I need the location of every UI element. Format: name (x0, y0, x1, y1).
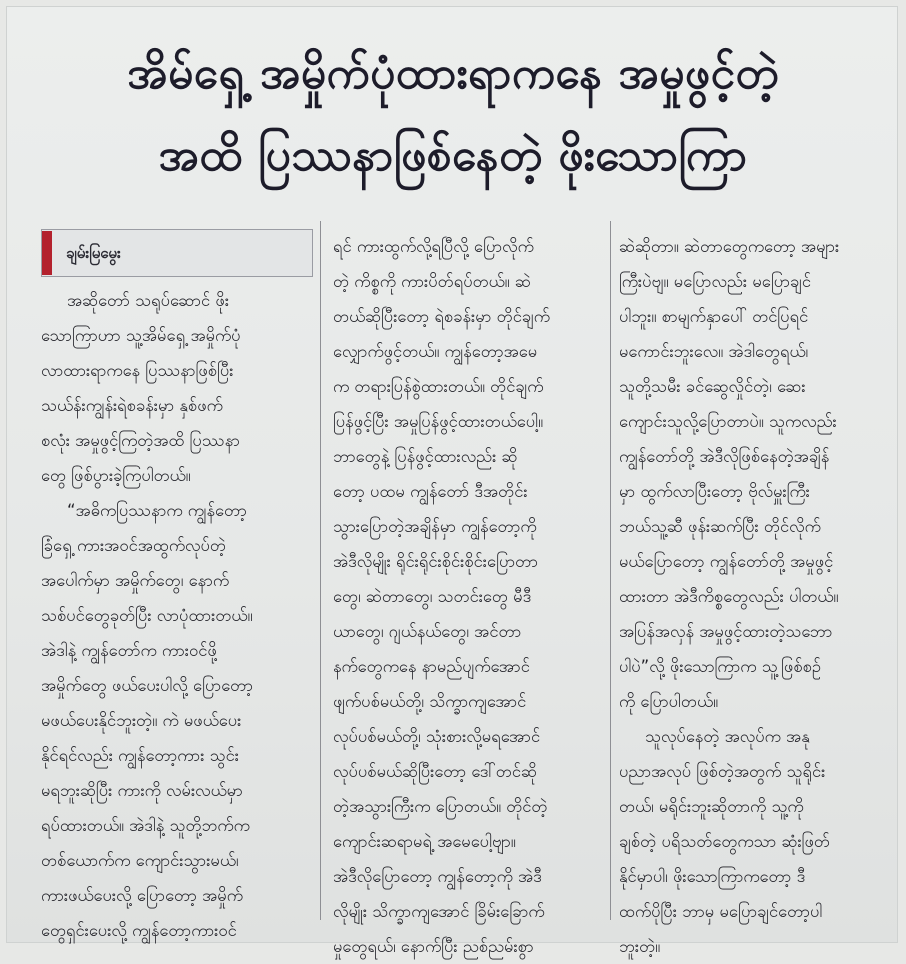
article-text-line: ရပ်ထားတယ်။ အဲဒါနဲ့ သူတို့ဘက်က (41, 816, 250, 835)
article-text-line: ဘယ်သူ့ဆီ ဖုန်းဆက်ပြီး တိုင်လိုက် (619, 517, 821, 536)
article-text-line: အဲဒီလိုမျိုး ရိုင်းရိုင်းစိုင်းစိုင်းပြောတာ (333, 552, 539, 571)
headline (33, 33, 873, 203)
article-text-line: တော့ ပထမ ကျွန်တော် ဒီအတိုင်း (333, 482, 528, 501)
article-text-line: လုပ်ပစ်မယ်ဆိုပြီးတော့ ဒေါ်တင်ဆို (333, 762, 537, 781)
article-text-line: အဲဒီလိုပြောတော့ ကျွန်တော့ကို အဲဒီ (333, 867, 542, 886)
article-text-line: သောကြာဟာ သူ့အိမ်ရှေ့ အမှိုက်ပုံ (41, 326, 241, 345)
article-text-line: တယ်ဆိုပြီးတော့ ရဲစခန်းမှာ တိုင်ချက် (333, 307, 550, 326)
article-text-line: ကျောင်းဆရာမရဲ့ အမေပေါ့ဗျာ။ (333, 832, 516, 851)
article-text-line: ကြီးပဲဗျ။ မပြောလည်း မပြောချင် (619, 272, 812, 291)
article-text-line: ပါဘူး။ စာမျက်နှာပေါ် တင်ပြရင် (619, 307, 809, 326)
headline-line-2: အထိ ပြဿနာဖြစ်နေတဲ့ ဖိုးသောကြာ (158, 130, 748, 181)
article-text-line: ဘူးတဲ့။ (619, 937, 661, 956)
article-text-line: က တရားပြန်စွဲထားတယ်။ တိုင်ချက် (333, 377, 544, 396)
article-text-line: နက်တွေကနေ နာမည်ပျက်အောင် (333, 657, 530, 676)
column-divider (320, 221, 321, 920)
article-text-line: ရင် ကားထွက်လို့ရပြီလို့ ပြောလိုက် (333, 237, 534, 256)
article-text-line: တဲ့အသွားကြီးက ပြောတယ်။ တိုင်တဲ့ (333, 797, 548, 816)
article-text-line: အပြန်အလှန် အမှုဖွင့်ထားတဲ့သဘော (619, 622, 833, 641)
article-text-line: တယ်၊ မရိုင်းဘူးဆိုတာကို သူ့ကို (619, 797, 804, 816)
article-text-line: မယ်ပြောတော့ ကျွန်တော်တို့ အမှုဖွင့် (619, 552, 834, 571)
article-text-line: သူတို့သမီး ခင်ဆွေလှိုင်တဲ့၊ ဆေး (619, 377, 806, 396)
column-divider (610, 221, 611, 920)
article-text-line: စလုံး အမှုဖွင့်ကြတဲ့အထိ ပြဿနာ (41, 431, 240, 450)
article-text-line: တွေ၊ ဆဲတာတွေ၊ သတင်းတွေ မီဒီ (333, 587, 532, 606)
article-text-line: တွေရှင်းပေးလို့ ကျွန်တော့ကားဝင် (41, 921, 237, 940)
article-text-line: သစ်ပင်တွေခုတ်ပြီး လာပုံထားတယ်။ (41, 606, 253, 625)
article-text-line: အပေါက်မှာ အမှိုက်တွေ၊ နောက် (41, 571, 229, 590)
article-text-line: ချစ်တဲ့ ပရိသတ်တွေကသာ ဆုံးဖြတ် (619, 832, 830, 851)
article-text-line: ကားဖယ်ပေးလို့ ပြောတော့ အမှိုက် (41, 886, 243, 905)
article-text-line: လာထားရာကနေ ပြဿနာဖြစ်ပြီး (41, 361, 234, 380)
article-text-line: လိုမျိုး သိက္ခာကျအောင် ခြိမ်းခြောက် (333, 902, 545, 921)
article-text-line: ကျောင်းသူလို့ပြောတာပဲ။ သူကလည်း (619, 412, 837, 431)
byline-box (41, 229, 313, 277)
article-text-line: သယ်န်းကျွန်းရဲစခန်းမှာ နှစ်ဖက် (41, 396, 223, 415)
article-text-line: ပညာအလုပ် ဖြစ်တဲ့အတွက် သူရိုင်း (619, 762, 826, 781)
newspaper-page (6, 6, 898, 956)
headline-line-1: အိမ်ရှေ့ အမှိုက်ပုံထားရာကနေ အမှုဖွင့်တဲ့ (127, 48, 779, 99)
article-text-line: လျှောက်ဖွင့်တယ်။ ကျွန်တော့အမေ (333, 342, 538, 361)
article-column-2 (333, 229, 601, 956)
column-3-text (619, 229, 883, 964)
article-column-3 (619, 229, 883, 956)
byline-author: ချမ်းမြမွေး (66, 243, 121, 262)
article-text-line: ထက်ပိုပြီး ဘာမှ မပြောချင်တော့ပါ (619, 902, 823, 921)
article-text-line: မကောင်းဘူးလေ။ အဲဒါတွေရယ်၊ (619, 342, 809, 361)
article-text-line: တစ်ယောက်က ကျောင်းသွားမယ်၊ (41, 851, 239, 870)
article-text-line: လုပ်ပစ်မယ်တို့၊ သုံးစားလို့မရအောင် (333, 727, 541, 746)
article-text-line: တဲ့ ကိစ္စကို ကားပိတ်ရပ်တယ်။ ဆဲ (333, 272, 531, 291)
article-text-line: သူလုပ်နေတဲ့ အလုပ်က အနု (645, 727, 810, 746)
article-text-line: ပါပဲ”လို့ ဖိုးသောကြာက သူ့ဖြစ်စဉ် (619, 657, 822, 676)
article-text-line: ယာတွေ၊ ဂျယ်နယ်တွေ၊ အင်တာ (333, 622, 522, 641)
article-text-line: နိုင်ရင်လည်း ကျွန်တော့ကား သွင်း (41, 746, 239, 765)
article-text-line: အဲဒါနဲ့ ကျွန်တော်က ကားဝင်ဖို့ (41, 641, 217, 660)
article-text-line: ကျွန်တော်တို့ အဲဒီလိုဖြစ်နေတဲ့အချိန် (619, 447, 830, 466)
article-text-line: မဖယ်ပေးနိုင်ဘူးတဲ့။ ကဲ မဖယ်ပေး (41, 711, 242, 730)
article-text-line: မှာ ထွက်လာပြီးတော့ ဗိုလ်မှူးကြီး (619, 482, 810, 501)
article-column-1 (41, 229, 313, 940)
article-text-line: အဆိုတော် သရုပ်ဆောင် ဖိုး (67, 291, 230, 310)
article-text-line: ဘာတွေနဲ့ ပြန်ဖွင့်ထားလည်း ဆို (333, 447, 518, 466)
article-text-line: ဆဲဆိုတာ။ ဆဲတာတွေကတော့ အများ (619, 237, 840, 256)
byline-accent-bar (42, 231, 52, 275)
column-2-text (333, 229, 601, 964)
article-text-line: နိုင်မှာပါ၊ ဖိုးသောကြာကတော့ ဒီ (619, 867, 806, 886)
article-text-line: ထားတာ အဲဒီကိစ္စတွေလည်း ပါတယ်။ (619, 587, 839, 606)
article-text-line: ဖျက်ပစ်မယ်တို့၊ သိက္ခာကျအောင် (333, 692, 527, 711)
article-text-line: တွေ ဖြစ်ပွားခဲ့ကြပါတယ်။ (41, 466, 191, 485)
article-text-line: မရဘူးဆိုပြီး ကားကို လမ်းလယ်မှာ (41, 781, 243, 800)
article-text-line: သွားပြောတဲ့အချိန်မှာ ကျွန်တော့ကို (333, 517, 537, 536)
article-text-line: ကို ပြောပါတယ်။ (619, 692, 718, 711)
column-1-text (41, 283, 313, 948)
article-text-line: အမှိုက်တွေ ဖယ်ပေးပါလို့ ပြောတော့ (41, 676, 254, 695)
article-text-line: မှုတွေရယ်၊ နောက်ပြီး ညစ်ညမ်းစွာ (333, 937, 534, 956)
article-text-line: ခြံရှေ့ ကားအဝင်အထွက်လုပ်တဲ့ (41, 536, 226, 555)
article-text-line: “အဓိကပြဿနာက ကျွန်တော့ (67, 501, 247, 520)
article-text-line: ပြန်ဖွင့်ပြီး အမှုပြန်ဖွင့်ထားတယ်ပေါ့။ (333, 412, 544, 431)
